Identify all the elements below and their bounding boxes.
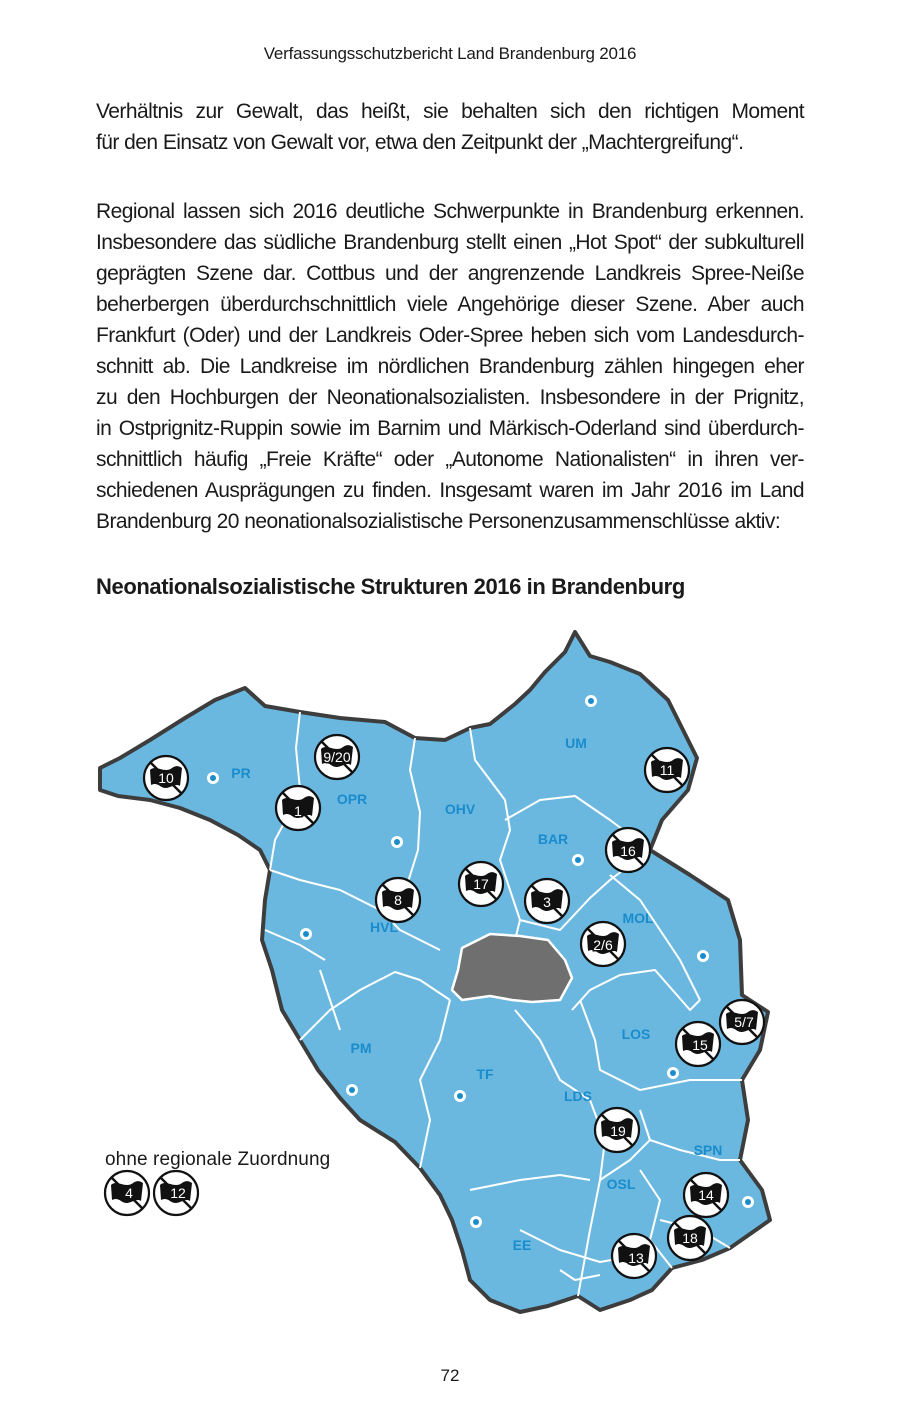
marker-label: 19 [610, 1123, 626, 1139]
crossed-out-flag-icon [668, 1216, 712, 1260]
marker-label: 13 [628, 1250, 644, 1266]
marker-label: 1 [294, 803, 302, 819]
district-label-pr: PR [231, 765, 251, 781]
city-dot-icon [585, 695, 597, 707]
city-dot-icon [697, 950, 709, 962]
legend-markers [105, 1171, 198, 1215]
city-dot-icon [454, 1090, 466, 1102]
legend-marker-label: 4 [125, 1185, 133, 1201]
marker-label: 16 [620, 843, 636, 859]
marker-label: 2/6 [593, 937, 613, 953]
text-line: Frankfurt (Oder) und der Landkreis Oder-Spree heben sich vom Landesdurch- [96, 324, 804, 347]
crossed-out-flag-icon [606, 828, 650, 872]
text-line: in Ostprignitz-Ruppin sowie im Barnim und Märkisch-Oderland sind überdurch- [96, 417, 804, 440]
district-label-osl: OSL [606, 1176, 636, 1192]
marker-label: 5/7 [734, 1014, 754, 1030]
crossed-out-flag-icon [645, 748, 689, 792]
crossed-out-flag-icon [525, 879, 569, 923]
crossed-out-flag-icon [676, 1022, 720, 1066]
crossed-out-flag-icon [376, 878, 420, 922]
district-label-um: UM [565, 735, 587, 751]
marker-label: 15 [692, 1037, 708, 1053]
crossed-out-flag-icon [105, 1171, 149, 1215]
marker-label: 10 [158, 770, 174, 786]
crossed-out-flag-icon [684, 1173, 728, 1217]
crossed-out-flag-icon [315, 735, 359, 779]
city-dot-icon [742, 1196, 754, 1208]
map-title: Neonationalsozialistische Strukturen 2016 in Brandenburg [96, 574, 685, 599]
text-line: beherbergen überdurchschnittlich viele Angehörige dieser Szene. Aber auch [96, 293, 804, 316]
text-line: Regional lassen sich 2016 deutliche Schwerpunkte in Brandenburg erkennen. [96, 200, 804, 223]
district-label-ee: EE [512, 1237, 532, 1253]
district-label-opr: OPR [336, 791, 368, 807]
district-label-bar: BAR [537, 831, 569, 847]
legend-marker-label: 12 [170, 1185, 186, 1201]
crossed-out-flag-icon [720, 1000, 764, 1044]
district-label-hvl: HVL [370, 919, 398, 935]
city-dot-icon [300, 928, 312, 940]
text-line: schiedenen Ausprägungen zu finden. Insgesamt waren im Jahr 2016 im Land [96, 479, 804, 502]
city-dot-icon [346, 1084, 358, 1096]
brandenburg-map [90, 620, 790, 1320]
marker-label: 11 [659, 762, 675, 778]
city-dot-icon [207, 772, 219, 784]
crossed-out-flag-icon [276, 786, 320, 830]
district-label-spn: SPN [693, 1142, 723, 1158]
paragraph-1 [96, 96, 804, 158]
text-line: schnittlich häufig „Freie Kräfte“ oder „Autonome Nationalisten“ in ihren ver- [96, 448, 804, 471]
marker-label: 18 [682, 1230, 698, 1246]
city-dot-icon [572, 854, 584, 866]
text-line: schnitt ab. Die Landkreise im nördlichen Brandenburg zählen hingegen eher [96, 355, 804, 378]
marker-label: 8 [394, 892, 402, 908]
marker-label: 9/20 [323, 749, 351, 765]
crossed-out-flag-icon [459, 862, 503, 906]
page-number: 72 [440, 1366, 460, 1385]
paragraph-2 [96, 196, 804, 537]
text-line: zu den Hochburgen der Neonationalsozialisten. Insbesondere in der Prignitz, [96, 386, 804, 409]
text-line: Insbesondere das südliche Brandenburg stellt einen „Hot Spot“ der subkulturell [96, 231, 804, 254]
city-dot-icon [391, 836, 403, 848]
crossed-out-flag-icon [612, 1234, 656, 1278]
city-dot-icon [470, 1216, 482, 1228]
text-line: Verhältnis zur Gewalt, das heißt, sie behalten sich den richtigen Moment [96, 100, 804, 123]
legend-label: ohne regionale Zuordnung [105, 1149, 331, 1170]
marker-label: 3 [543, 894, 551, 910]
text-line: Brandenburg 20 neonationalsozialistische Personenzusammenschlüsse aktiv: [96, 510, 781, 533]
crossed-out-flag-icon [154, 1171, 198, 1215]
marker-label: 17 [473, 876, 489, 892]
city-dot-icon [667, 1067, 679, 1079]
running-header: Verfassungsschutzbericht Land Brandenburg 2016 [263, 44, 637, 63]
district-label-mol: MOL [622, 910, 654, 926]
text-line: geprägten Szene dar. Cottbus und der angrenzende Landkreis Spree-Neiße [96, 262, 804, 285]
crossed-out-flag-icon [581, 922, 625, 966]
district-label-tf: TF [476, 1066, 494, 1082]
district-label-los: LOS [621, 1026, 651, 1042]
crossed-out-flag-icon [144, 756, 188, 800]
text-line: für den Einsatz von Gewalt vor, etwa den Zeitpunkt der „Machtergreifung“. [96, 131, 744, 154]
marker-label: 14 [698, 1187, 714, 1203]
district-label-ohv: OHV [444, 801, 476, 817]
crossed-out-flag-icon [595, 1108, 639, 1152]
district-label-pm: PM [350, 1040, 372, 1056]
brandenburg-outline [100, 632, 770, 1312]
district-label-lds: LDS [564, 1088, 592, 1104]
